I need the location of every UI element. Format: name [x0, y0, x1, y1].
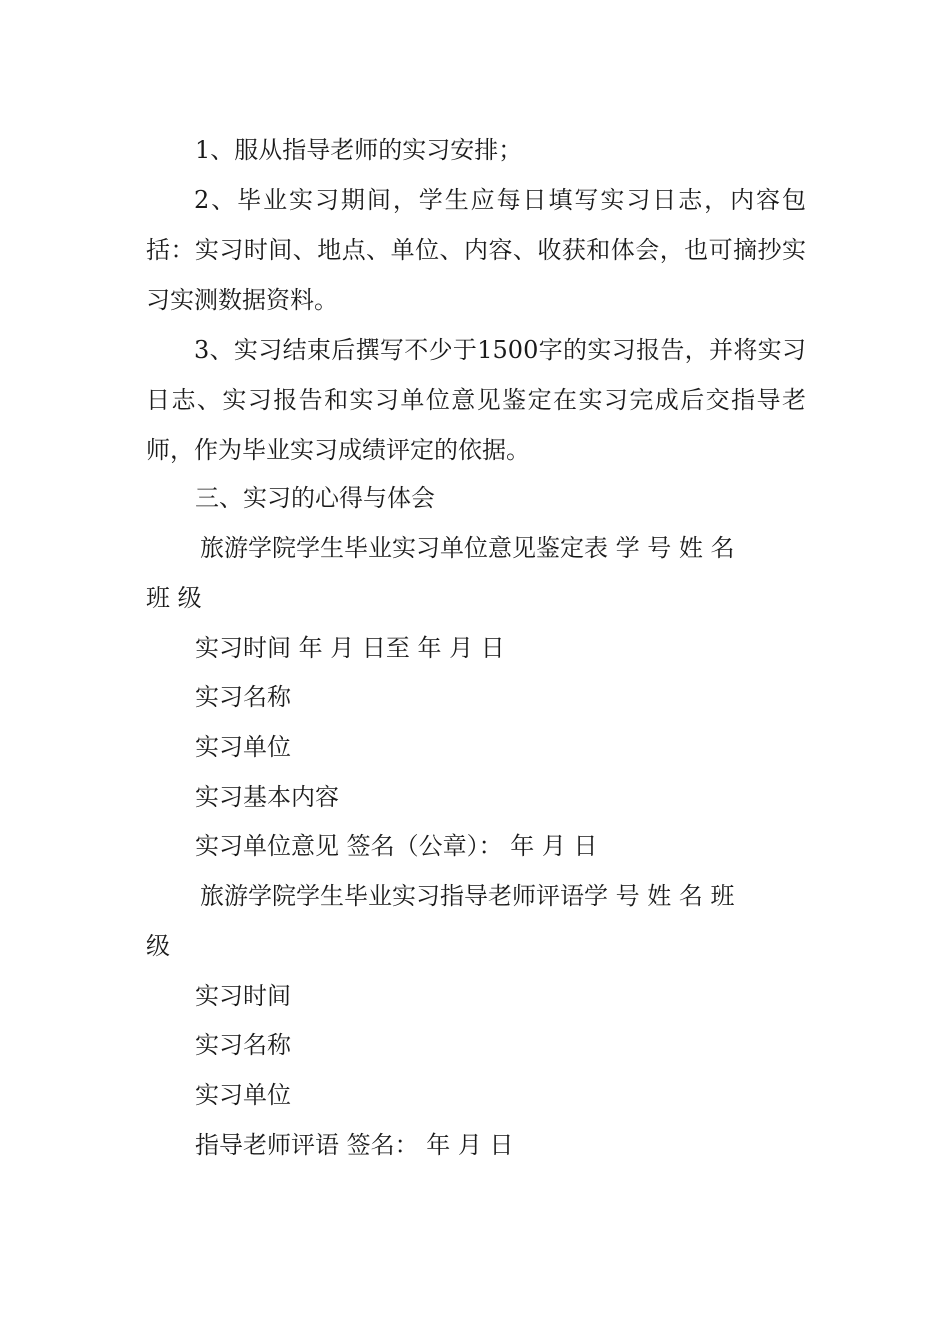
form1-opinion-field: 实习单位意见 签名（公章）： 年 月 日 — [195, 832, 598, 860]
form2-class-label: 级 — [146, 932, 170, 960]
form2-name-field: 实习名称 — [195, 1031, 291, 1059]
section-heading: 三、实习的心得与体会 — [195, 484, 435, 512]
form1-class-label: 班 级 — [146, 584, 202, 612]
requirement-item-1: 1、服从指导老师的实习安排； — [195, 136, 523, 164]
form2-title: 旅游学院学生毕业实习指导老师评语学 号 姓 名 班 — [200, 882, 735, 910]
requirement-item-2: 2、毕业实习期间，学生应每日填写实习日志，内容包括：实习时间、地点、单位、内容、收获和体会，也可摘抄实习实测数据资料。 — [146, 186, 806, 314]
form1-time-field: 实习时间 年 月 日至 年 月 日 — [195, 634, 505, 662]
form1-title: 旅游学院学生毕业实习单位意见鉴定表 学 号 姓 名 — [200, 534, 735, 562]
form2-time-field: 实习时间 — [195, 982, 291, 1010]
form1-name-field: 实习名称 — [195, 683, 291, 711]
form1-unit-field: 实习单位 — [195, 733, 291, 761]
form2-unit-field: 实习单位 — [195, 1081, 291, 1109]
form1-content-field: 实习基本内容 — [195, 783, 339, 811]
requirement-item-3: 3、实习结束后撰写不少于1500字的实习报告，并将实习日志、实习报告和实习单位意见鉴定在实习完成后交指导老师，作为毕业实习成绩评定的依据。 — [146, 336, 806, 464]
form2-comment-field: 指导老师评语 签名： 年 月 日 — [195, 1131, 514, 1159]
